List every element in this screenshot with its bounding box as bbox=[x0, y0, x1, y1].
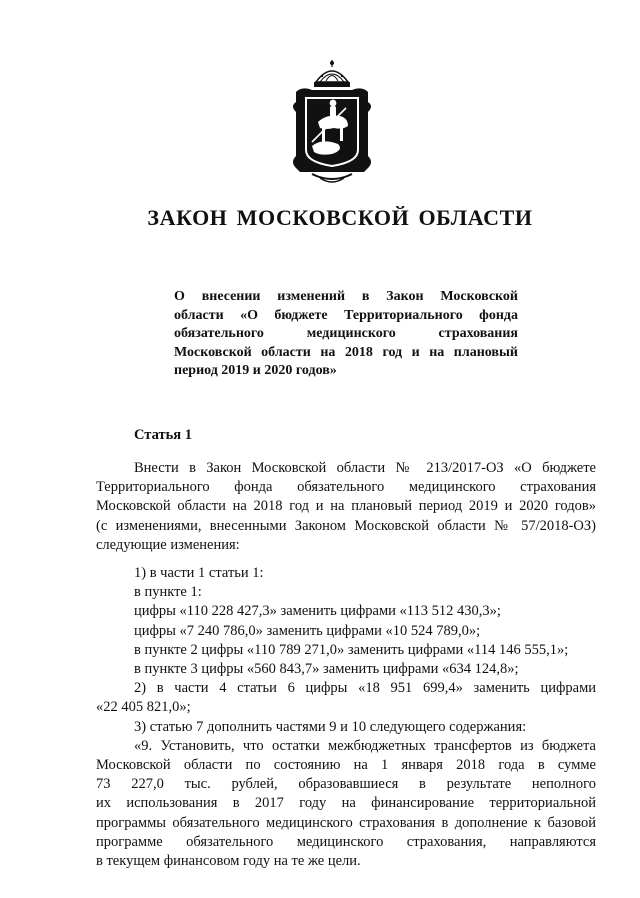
subtitle-line: Московской области на 2018 год и на плановый bbox=[174, 344, 518, 360]
list-item: цифры «7 240 786,0» заменить цифрами «10 524 789,0»; bbox=[134, 622, 481, 639]
paragraph-line: (с изменениями, внесенными Законом Московской области № 57/2018-ОЗ) bbox=[96, 517, 596, 534]
list-item: 3) статью 7 дополнить частями 9 и 10 следующего содержания: bbox=[134, 718, 527, 735]
paragraph-line: Московской области на 2018 год и на плановый период 2019 и 2020 годов» bbox=[96, 498, 596, 515]
intro-paragraph bbox=[96, 459, 596, 555]
list-item: 2) в части 4 статьи 6 цифры «18 951 699,4» заменить цифрами bbox=[134, 680, 596, 697]
list-item: в пункте 1: bbox=[134, 584, 202, 601]
list-item: их использования в 2017 году на финансирование территориальной bbox=[96, 795, 596, 812]
list-item: в текущем финансовом году на те же цели. bbox=[96, 853, 361, 870]
crown-icon bbox=[314, 60, 350, 87]
subtitle-line: области «О бюджете Территориального фонда bbox=[174, 307, 518, 323]
subtitle-line: обязательного медицинского страхования bbox=[174, 326, 518, 341]
list-item: Московской области по состоянию на 1 января 2018 года в сумме bbox=[96, 757, 596, 774]
list-item: программе обязательного медицинского страхования, направляются bbox=[96, 833, 596, 850]
list-item: цифры «110 228 427,3» заменить цифрами «113 512 430,3»; bbox=[134, 603, 501, 620]
subtitle-line: период 2019 и 2020 годов» bbox=[174, 363, 337, 378]
law-title: ЗАКОН МОСКОВСКОЙ ОБЛАСТИ bbox=[147, 205, 533, 230]
law-subtitle bbox=[174, 288, 518, 381]
article-heading: Статья 1 bbox=[134, 427, 192, 443]
paragraph-line: Территориального фонда обязательного медицинского страхования bbox=[96, 479, 596, 496]
list-item: «9. Установить, что остатки межбюджетных трансфертов из бюджета bbox=[134, 737, 596, 754]
changes-list bbox=[96, 564, 596, 871]
list-item: в пункте 3 цифры «560 843,7» заменить цифрами «634 124,8»; bbox=[134, 661, 519, 678]
coat-of-arms-icon bbox=[282, 58, 382, 188]
list-item: «22 405 821,0»; bbox=[96, 699, 191, 716]
list-item: 73 227,0 тыс. рублей, образовавшиеся в результате неполного bbox=[96, 776, 596, 793]
list-item: программы обязательного медицинского страхования в дополнение к базовой bbox=[96, 814, 596, 831]
list-item: в пункте 2 цифры «110 789 271,0» заменить цифрами «114 146 555,1»; bbox=[134, 641, 569, 658]
list-item: 1) в части 1 статьи 1: bbox=[134, 565, 264, 581]
subtitle-line: О внесении изменений в Закон Московской bbox=[174, 289, 518, 304]
paragraph-line: следующие изменения: bbox=[96, 536, 240, 553]
paragraph-line: Внести в Закон Московской области № 213/2017-ОЗ «О бюджете bbox=[134, 460, 596, 476]
